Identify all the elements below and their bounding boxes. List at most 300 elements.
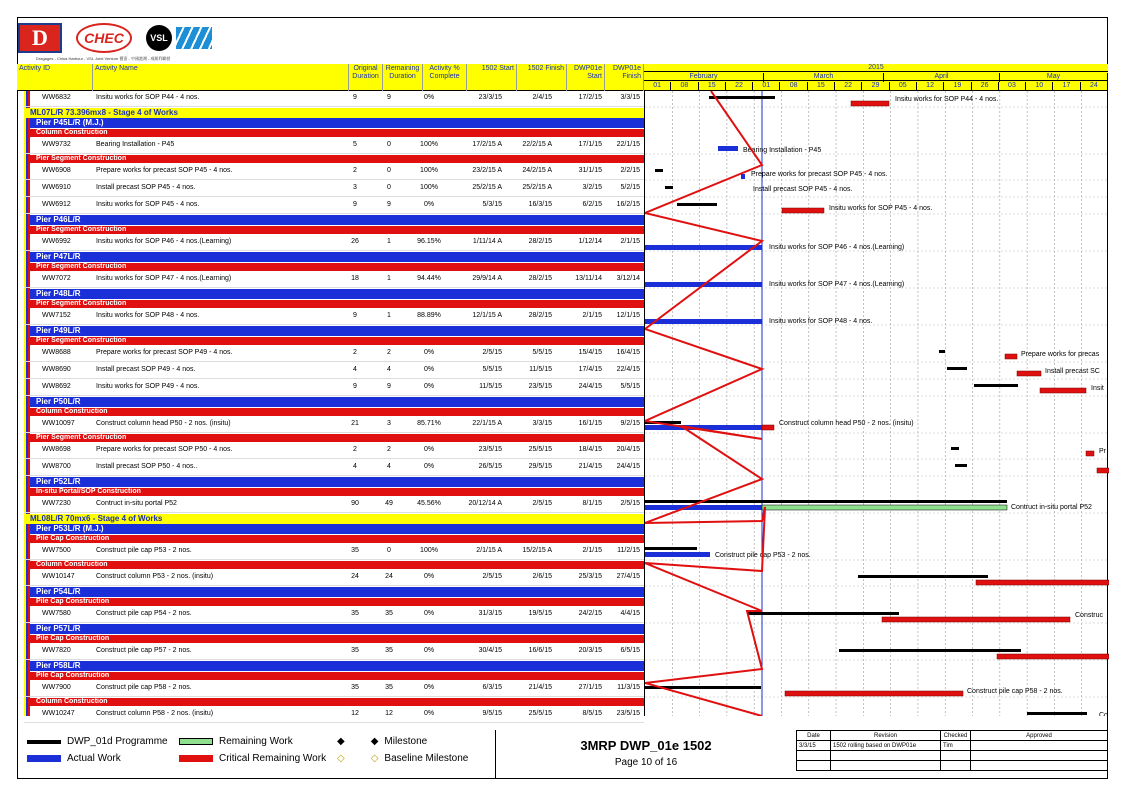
activity-id: WW10247 xyxy=(42,710,75,717)
dwp-finish-date: 20/4/15 xyxy=(616,446,640,453)
baseline-bar xyxy=(655,169,663,172)
vsl-logo-stripes xyxy=(176,27,212,49)
baseline-bar xyxy=(839,649,1021,652)
baseline-milestone-icon: ◇ xyxy=(337,753,345,764)
percent-complete: 100% xyxy=(420,547,438,554)
category-heading: Pier Segment Construction xyxy=(30,337,644,345)
table-row[interactable] xyxy=(24,198,644,214)
percent-complete: 100% xyxy=(420,167,438,174)
revision-table xyxy=(796,730,1108,771)
timeline-day: 29 xyxy=(862,82,889,91)
activity-id: WW8688 xyxy=(42,349,71,356)
dwp-finish-date: 6/5/15 xyxy=(620,647,640,654)
percent-complete: 0% xyxy=(423,610,435,617)
percent-complete: 0% xyxy=(423,684,435,691)
milestone-icon: ◆ xyxy=(337,736,345,747)
dwp-finish-date: 11/2/15 xyxy=(617,547,640,554)
activity-name: Insitu works for SOP P49 - 4 nos. xyxy=(96,383,200,390)
dwp-start-date: 1/12/14 xyxy=(578,238,602,245)
finish-date: 25/5/15 xyxy=(528,710,552,717)
start-date: 22/1/15 A xyxy=(472,420,502,427)
activity-id: WW10097 xyxy=(42,420,75,427)
table-row[interactable] xyxy=(24,235,644,251)
actual-bar xyxy=(645,245,762,250)
table-row[interactable] xyxy=(24,417,644,433)
critical-bar xyxy=(1040,388,1086,393)
percent-complete: 0% xyxy=(423,383,435,390)
timeline-month-row xyxy=(644,72,1108,81)
pier-heading: Pier P49L/R xyxy=(30,326,644,336)
original-duration: 2 xyxy=(353,349,357,356)
dwp-start-date: 17/4/15 xyxy=(578,366,602,373)
dwp-start-date: 27/1/15 xyxy=(578,684,602,691)
bar-label: Insit xyxy=(1091,385,1104,392)
activity-id: WW8698 xyxy=(42,446,71,453)
activity-id: WW7152 xyxy=(42,312,71,319)
activity-name: Contruct in-situ portal P52 xyxy=(96,500,177,507)
original-duration: 2 xyxy=(353,167,357,174)
remaining-duration: 9 xyxy=(387,94,391,101)
original-duration: 9 xyxy=(353,383,357,390)
dwp-finish-date: 16/2/15 xyxy=(616,201,640,208)
activity-id: WW6910 xyxy=(42,184,71,191)
timeline-day: 26 xyxy=(972,82,999,91)
dwp-finish-date: 27/4/15 xyxy=(616,573,640,580)
gantt-svg xyxy=(645,91,1109,716)
pier-heading: Pier P50L/R xyxy=(30,397,644,407)
timeline-day: 24 xyxy=(1081,82,1108,91)
percent-complete: 45.56% xyxy=(417,500,441,507)
timeline-month: February xyxy=(644,73,764,82)
finish-date: 3/3/15 xyxy=(532,420,552,427)
baseline-bar xyxy=(947,367,967,370)
actual-bar xyxy=(718,146,738,151)
dwp-start-date: 31/1/15 xyxy=(578,167,602,174)
remaining-duration: 2 xyxy=(387,349,391,356)
rev-header-checked: Checked xyxy=(941,731,971,741)
start-date: 6/3/15 xyxy=(482,684,502,691)
timeline-day: 03 xyxy=(999,82,1026,91)
table-row[interactable] xyxy=(24,544,644,560)
dwp-start-date: 6/2/15 xyxy=(582,201,602,208)
activity-id: WW7500 xyxy=(42,547,71,554)
finish-date: 2/6/15 xyxy=(532,573,552,580)
legend-remaining-swatch xyxy=(179,738,213,745)
category-heading: Pile Cap Construction xyxy=(30,598,644,606)
remaining-duration: 1 xyxy=(387,275,391,282)
legend-dwp-label: DWP_01d Programme xyxy=(67,736,168,747)
baseline-bar xyxy=(747,612,899,615)
original-duration: 4 xyxy=(353,366,357,373)
original-duration: 2 xyxy=(353,446,357,453)
jv-subtitle: Dragages - China Harbour - VSL Joint Venture 寶嘉 - 中國港灣 - 威勝利聯營 xyxy=(36,56,171,61)
activity-id: WW6992 xyxy=(42,238,71,245)
start-date: 12/1/15 A xyxy=(472,312,502,319)
activity-name: Insitu works for SOP P47 - 4 nos.(Learning) xyxy=(96,275,232,282)
finish-date: 15/2/15 A xyxy=(522,547,552,554)
document-title: 3MRP DWP_01e 1502 xyxy=(580,738,712,753)
dwp-finish-date: 23/5/15 xyxy=(616,710,640,717)
category-heading: Pile Cap Construction xyxy=(30,535,644,543)
actual-bar xyxy=(741,174,745,179)
start-date: 26/5/15 xyxy=(478,463,502,470)
table-row[interactable] xyxy=(24,138,644,154)
baseline-bar xyxy=(709,96,775,99)
finish-date: 5/5/15 xyxy=(532,349,552,356)
table-row[interactable] xyxy=(24,164,644,180)
finish-date: 21/4/15 xyxy=(528,684,552,691)
original-duration: 9 xyxy=(353,201,357,208)
category-heading: Column Construction xyxy=(30,561,644,569)
timeline-day: 22 xyxy=(835,82,862,91)
table-row[interactable] xyxy=(24,309,644,325)
dwp-start-date: 24/4/15 xyxy=(578,383,602,390)
title-block xyxy=(496,730,796,779)
actual-bar xyxy=(645,319,762,324)
remaining-duration: 1 xyxy=(387,312,391,319)
original-duration: 35 xyxy=(351,547,359,554)
remaining-duration: 49 xyxy=(385,500,393,507)
activity-id: WW6832 xyxy=(42,94,71,101)
remaining-duration: 4 xyxy=(387,366,391,373)
legend-actual-label: Actual Work xyxy=(67,753,121,764)
table-row[interactable] xyxy=(24,607,644,623)
dwp-finish-date: 11/3/15 xyxy=(617,684,640,691)
start-date: 31/3/15 xyxy=(478,610,502,617)
remaining-duration: 35 xyxy=(385,684,393,691)
activity-id: WW6908 xyxy=(42,167,71,174)
critical-bar xyxy=(997,654,1109,659)
remaining-duration: 12 xyxy=(385,710,393,717)
activity-name: Install precast SOP P45 - 4 nos. xyxy=(96,184,196,191)
bar-label: Prepare works for precas xyxy=(1021,351,1100,358)
start-date: 5/3/15 xyxy=(482,201,502,208)
percent-complete: 100% xyxy=(420,141,438,148)
timeline-month: May xyxy=(1000,73,1108,82)
baseline-bar xyxy=(645,547,697,550)
gantt-chart xyxy=(644,91,1108,716)
percent-complete: 0% xyxy=(423,463,435,470)
dwp-start-date: 3/2/15 xyxy=(582,184,602,191)
milestone-icon-2: ◆ xyxy=(370,736,379,747)
original-duration: 18 xyxy=(351,275,359,282)
start-date: 2/5/15 xyxy=(482,349,502,356)
legend-remaining-label: Remaining Work xyxy=(219,736,293,747)
finish-date: 2/5/15 xyxy=(532,500,552,507)
pier-heading: Pier P57L/R xyxy=(30,624,644,634)
activity-name: Construct pile cap P53 - 2 nos. xyxy=(96,547,192,554)
finish-date: 22/2/15 A xyxy=(522,141,552,148)
original-duration: 9 xyxy=(353,94,357,101)
original-duration: 9 xyxy=(353,312,357,319)
finish-date: 29/5/15 xyxy=(528,463,552,470)
category-heading: Pier Segment Construction xyxy=(30,226,644,234)
finish-date: 11/5/15 xyxy=(529,366,552,373)
dwp-finish-date: 2/1/15 xyxy=(620,238,640,245)
actual-bar xyxy=(645,505,762,510)
activity-id: WW7580 xyxy=(42,610,71,617)
dwp-start-date: 8/5/15 xyxy=(582,710,602,717)
activity-id: WW8692 xyxy=(42,383,71,390)
dwp-start-date: 2/1/15 xyxy=(582,547,602,554)
remaining-duration: 35 xyxy=(385,610,393,617)
activity-name: Construct pile cap P58 - 2 nos. xyxy=(96,684,192,691)
percent-complete: 94.44% xyxy=(417,275,441,282)
revision-block xyxy=(796,730,1108,779)
legend-actual-swatch xyxy=(27,755,61,762)
category-heading: Pier Segment Construction xyxy=(30,434,644,442)
legend-baseline-label: Baseline Milestone xyxy=(384,753,469,764)
dwp-start-date: 17/2/15 xyxy=(578,94,602,101)
dwp-finish-date: 24/4/15 xyxy=(616,463,640,470)
activity-name: Insitu works for SOP P46 - 4 nos.(Learning) xyxy=(96,238,232,245)
critical-bar xyxy=(1086,451,1094,456)
dwp-finish-date: 22/4/15 xyxy=(616,366,640,373)
activity-id: WW10147 xyxy=(42,573,75,580)
activity-name: Construct column P53 - 2 nos. (insitu) xyxy=(96,573,214,580)
activity-name: Prepare works for precast SOP P49 - 4 nos. xyxy=(96,349,233,356)
timeline-day: 22 xyxy=(726,82,753,91)
activity-id: WW7072 xyxy=(42,275,71,282)
dwp-start-date: 25/3/15 xyxy=(578,573,602,580)
dwp-finish-date: 9/2/15 xyxy=(620,420,640,427)
bar-label: Construct pile cap P53 - 2 nos. xyxy=(715,552,811,559)
timeline-day: 01 xyxy=(753,82,780,91)
dwp-finish-date: 5/5/15 xyxy=(620,383,640,390)
activity-id: WW8700 xyxy=(42,463,71,470)
start-date: 23/5/15 xyxy=(478,446,502,453)
legend-milestone xyxy=(337,736,427,747)
table-row[interactable] xyxy=(24,497,644,513)
start-date: 17/2/15 A xyxy=(472,141,502,148)
start-date: 5/5/15 xyxy=(482,366,502,373)
rev-date: 3/3/15 xyxy=(797,741,831,751)
activity-name: Insitu works for SOP P48 - 4 nos. xyxy=(96,312,200,319)
rev-checked: Tim xyxy=(941,741,971,751)
finish-date: 28/2/15 xyxy=(528,238,552,245)
table-row[interactable] xyxy=(24,346,644,362)
activity-name: Install precast SOP P49 - 4 nos. xyxy=(96,366,196,373)
table-row[interactable] xyxy=(24,570,644,586)
original-duration: 35 xyxy=(351,610,359,617)
start-date: 11/5/15 xyxy=(479,383,502,390)
original-duration: 35 xyxy=(351,684,359,691)
timeline-header xyxy=(644,64,1108,91)
original-duration: 35 xyxy=(351,647,359,654)
original-duration: 5 xyxy=(353,141,357,148)
chec-logo: CHEC xyxy=(76,23,132,53)
remaining-duration: 0 xyxy=(387,167,391,174)
table-row[interactable] xyxy=(24,363,644,379)
timeline-day: 19 xyxy=(944,82,971,91)
table-row[interactable] xyxy=(24,91,644,107)
original-duration: 24 xyxy=(351,573,359,580)
legend-dwp-swatch xyxy=(27,740,61,744)
timeline-day: 15 xyxy=(808,82,835,91)
critical-bar xyxy=(782,208,824,213)
original-duration: 3 xyxy=(353,184,357,191)
start-date: 23/2/15 A xyxy=(472,167,502,174)
table-row[interactable] xyxy=(24,707,644,723)
category-heading: In-situ Portal/SOP Construction xyxy=(30,488,644,496)
table-row[interactable] xyxy=(24,380,644,396)
baseline-bar xyxy=(939,350,945,353)
finish-date: 24/2/15 A xyxy=(522,167,552,174)
baseline-bar xyxy=(955,464,967,467)
bar-label: Install precast SC xyxy=(1045,368,1100,375)
rev-header-date: Date xyxy=(797,731,831,741)
timeline-year: 2015 xyxy=(868,64,884,71)
activity-id: WW8690 xyxy=(42,366,71,373)
percent-complete: 0% xyxy=(423,573,435,580)
pier-heading: Pier P46L/R xyxy=(30,215,644,225)
dwp-finish-date: 12/1/15 xyxy=(616,312,640,319)
baseline-bar xyxy=(951,447,959,450)
dwp-start-date: 24/2/15 xyxy=(578,610,602,617)
remaining-duration: 2 xyxy=(387,446,391,453)
timeline-day: 15 xyxy=(699,82,726,91)
bar-label: Insitu works for SOP P47 - 4 nos.(Learning) xyxy=(769,281,905,288)
category-heading: Column Construction xyxy=(30,698,644,706)
table-row[interactable] xyxy=(24,460,644,476)
legend-critical xyxy=(179,753,326,764)
activity-name: Bearing Installation - P45 xyxy=(96,141,175,148)
original-duration: 26 xyxy=(351,238,359,245)
table-row[interactable] xyxy=(24,681,644,697)
dwp-start-date: 20/3/15 xyxy=(578,647,602,654)
dwp-finish-date: 2/2/15 xyxy=(620,167,640,174)
dwp-start-date: 8/1/15 xyxy=(582,500,602,507)
category-heading: Pile Cap Construction xyxy=(30,635,644,643)
critical-path-line xyxy=(645,91,765,716)
bar-label: Bearing Installation - P45 xyxy=(743,147,822,154)
activity-name: Insitu works for SOP P45 - 4 nos. xyxy=(96,201,200,208)
activity-name: Prepare works for precast SOP P45 - 4 nos. xyxy=(96,167,233,174)
col-activity-id: Activity ID xyxy=(17,64,93,91)
vsl-logo xyxy=(146,23,216,53)
bar-label: Construct pile cap P58 - 2 nos. xyxy=(967,688,1063,695)
dwp-start-date: 2/1/15 xyxy=(582,312,602,319)
timeline-day-row xyxy=(644,81,1108,91)
rev-approved xyxy=(971,741,1108,751)
col-original-duration: Original Duration xyxy=(349,64,383,91)
percent-complete: 0% xyxy=(423,366,435,373)
activity-id: WW6912 xyxy=(42,201,71,208)
rev-header-revision: Revision xyxy=(831,731,941,741)
table-row[interactable] xyxy=(24,644,644,660)
baseline-bar xyxy=(858,575,988,578)
percent-complete: 0% xyxy=(423,446,435,453)
critical-bar xyxy=(882,617,1070,622)
activity-name: Insitu works for SOP P44 - 4 nos. xyxy=(96,94,200,101)
activity-name: Construct pile cap P54 - 2 nos. xyxy=(96,610,192,617)
dwp-start-date: 13/11/14 xyxy=(575,275,602,282)
col-remaining-duration: Remaining Duration xyxy=(383,64,423,91)
finish-date: 16/6/15 xyxy=(528,647,552,654)
category-heading: Column Construction xyxy=(30,129,644,137)
percent-complete: 100% xyxy=(420,184,438,191)
table-row[interactable] xyxy=(24,272,644,288)
category-heading: Column Construction xyxy=(30,408,644,416)
bar-label: Insitu works for SOP P48 - 4 nos. xyxy=(769,318,873,325)
dwp-start-date: 15/4/15 xyxy=(578,349,602,356)
remaining-duration: 9 xyxy=(387,383,391,390)
activity-id: WW7230 xyxy=(42,500,71,507)
dwp-start-date: 17/1/15 xyxy=(578,141,602,148)
percent-complete: 85.71% xyxy=(417,420,441,427)
legend-baseline xyxy=(337,753,468,764)
timeline-day: 05 xyxy=(890,82,917,91)
timeline-day: 08 xyxy=(780,82,807,91)
legend-critical-swatch xyxy=(179,755,213,762)
table-row[interactable] xyxy=(24,443,644,459)
percent-complete: 0% xyxy=(423,710,435,717)
table-row[interactable] xyxy=(24,181,644,197)
table-header xyxy=(17,64,644,91)
pier-heading: Pier P58L/R xyxy=(30,661,644,671)
percent-complete: 0% xyxy=(423,349,435,356)
dwp-finish-date: 3/12/14 xyxy=(616,275,640,282)
activity-name: Construct pile cap P57 - 2 nos. xyxy=(96,647,192,654)
percent-complete: 96.15% xyxy=(417,238,441,245)
timeline-day: 08 xyxy=(671,82,698,91)
col-percent-complete: Activity % Complete xyxy=(423,64,467,91)
timeline-month: March xyxy=(764,73,884,82)
dwp-start-date: 16/1/15 xyxy=(578,420,602,427)
finish-date: 16/3/15 xyxy=(528,201,552,208)
dwp-finish-date: 2/5/15 xyxy=(620,500,640,507)
start-date: 20/12/14 A xyxy=(468,500,502,507)
timeline-day: 01 xyxy=(644,82,671,91)
bar-label: Install precast SOP P45 - 4 nos. xyxy=(753,186,853,193)
dwp-finish-date: 16/4/15 xyxy=(616,349,640,356)
timeline-month: April xyxy=(884,73,1000,82)
remaining-bar xyxy=(762,505,1007,510)
critical-bar xyxy=(976,580,1109,585)
legend-critical-label: Critical Remaining Work xyxy=(219,753,327,764)
legend xyxy=(17,730,496,779)
category-heading: Pier Segment Construction xyxy=(30,155,644,163)
pier-heading: Pier P52L/R xyxy=(30,477,644,487)
dragages-logo: D xyxy=(18,23,62,53)
percent-complete: 0% xyxy=(423,94,435,101)
start-date: 23/3/15 xyxy=(478,94,502,101)
activity-id: WW7900 xyxy=(42,684,71,691)
percent-complete: 0% xyxy=(423,201,435,208)
critical-bar xyxy=(1097,468,1109,473)
original-duration: 4 xyxy=(353,463,357,470)
rev-header-approved: Approved xyxy=(971,731,1108,741)
original-duration: 12 xyxy=(351,710,359,717)
critical-bar xyxy=(1005,354,1017,359)
bar-label: Co xyxy=(1099,712,1108,716)
bar-label: Insitu works for SOP P45 - 4 nos. xyxy=(829,205,933,212)
bar-label: Pr xyxy=(1099,448,1106,455)
dwp-finish-date: 22/1/15 xyxy=(616,141,640,148)
pier-heading: Pier P54L/R xyxy=(30,587,644,597)
dwp-finish-date: 4/4/15 xyxy=(620,610,640,617)
remaining-duration: 1 xyxy=(387,238,391,245)
finish-date: 2/4/15 xyxy=(532,94,552,101)
start-date: 2/5/15 xyxy=(482,573,502,580)
legend-milestone-label: Milestone xyxy=(384,736,428,747)
percent-complete: 88.89% xyxy=(417,312,441,319)
critical-bar xyxy=(1017,371,1041,376)
category-heading: Pier Segment Construction xyxy=(30,263,644,271)
dwp-start-date: 18/4/15 xyxy=(578,446,602,453)
baseline-milestone-icon-2: ◇ xyxy=(370,753,379,764)
dwp-finish-date: 5/2/15 xyxy=(620,184,640,191)
